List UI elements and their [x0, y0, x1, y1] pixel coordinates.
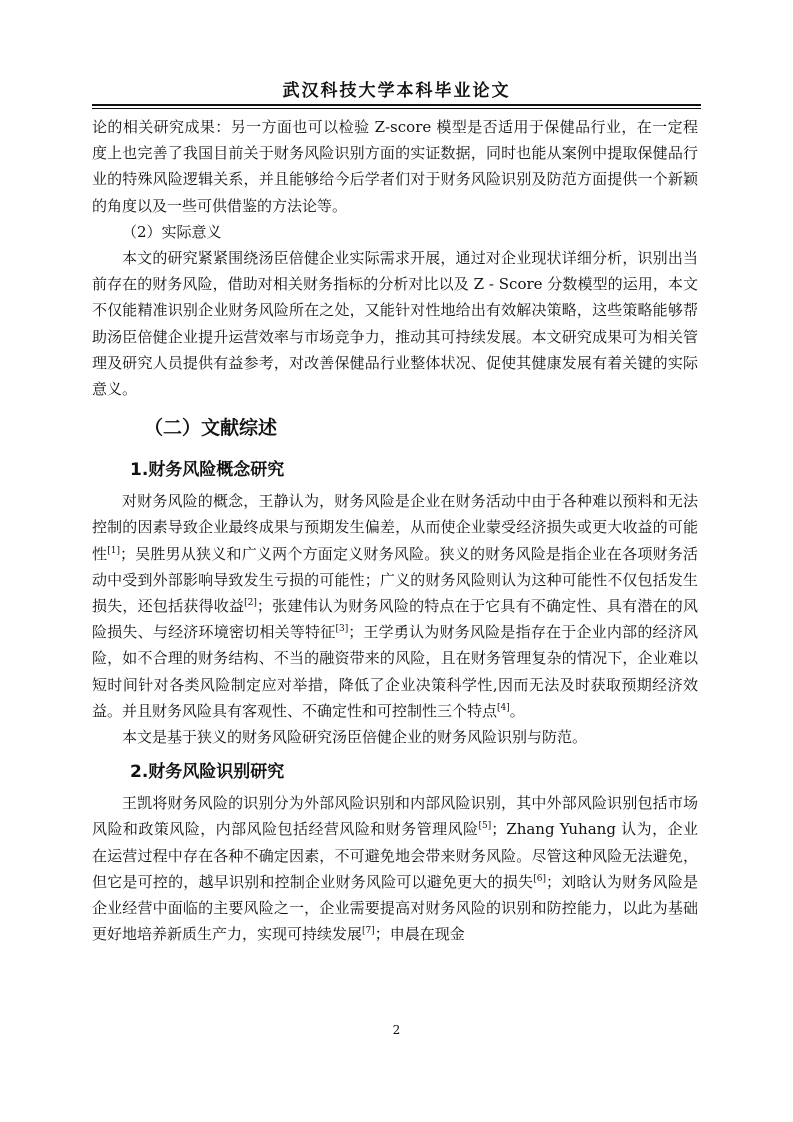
header-rule-thin	[92, 108, 701, 109]
citation-6: [6]	[533, 873, 547, 884]
citation-5: [5]	[478, 821, 492, 832]
text-run: ；申晨在现金	[374, 925, 465, 944]
text-run: ；吴胜男从狭义和广义两个方面定义财务风险。狭义的财务风险是指企业在各项财务活动中受到外部影响导致发生亏损的可能性；广义的财务风险则认为这种可能性不仅包括发生损失，还包括获得收益	[92, 544, 698, 616]
paragraph-concept-research	[92, 488, 698, 724]
citation-7: [7]	[362, 926, 375, 937]
header-rule-thick	[92, 104, 701, 106]
paragraph-practical-significance: 本文的研究紧紧围绕汤臣倍健企业实际需求开展，通过对企业现状详细分析，识别出当前存在的财务风险，借助对相关财务指标的分析对比以及 Z - Score 分数模型的运用，本文不仅能精准识别企业财务风险所在之处，又能针对性地给出有效解决策略，这些策略能够帮助汤臣倍健企业提升运营效率与市场竞争力，推动其可持续发展。本文研究成果可为相关管理及研究人员提供有益参考，对改善保健品行业整体状况、促使其健康发展有着关键的实际意义。	[92, 249, 698, 399]
paragraph-significance-theory: 论的相关研究成果：另一方面也可以检验 Z-score 模型是否适用于保健品行业，在一定程度上也完善了我国目前关于财务风险识别方面的实证数据，同时也能从案例中提取保健品行业的特殊风险逻辑关系，并且能够给今后学者们对于财务风险识别及防范方面提供一个新颖的角度以及一些可供借鉴的方法论等。	[92, 118, 698, 215]
paragraph-concept-basis: 本文是基于狭义的财务风险研究汤臣倍健企业的财务风险识别与防范。	[122, 728, 588, 747]
page-number: 2	[392, 1023, 401, 1037]
text-run: ；王学勇认为财务风险是指存在于企业内部的经济风险，如不合理的财务结构、不当的融资带来的风险，且在财务管理复杂的情况下，企业难以短时间针对各类风险制定应对举措，降低了企业决策科学性,因而无法及时获取预期经济效益。并且财务风险具有客观性、不确定性和可控制性三个特点	[92, 623, 698, 720]
text-run: ；Zhang Yuhang 认为，企业在运营过程中存在各种不确定因素，不可避免地会带来财务风险。尽管这种风险无法避免，但它是可控的，越早识别和控制企业财务风险可以避免更大的损失	[92, 820, 698, 891]
text-run: 。	[509, 701, 525, 720]
subsection-heading-concept: 1.财务风险概念研究	[130, 460, 285, 481]
paragraph-identification-research	[92, 790, 698, 947]
text-run: ；张建伟认为财务风险的特点在于它具有不确定性、具有潜在的风险损失、与经济环境密切相关等特征	[92, 597, 698, 642]
citation-3: [3]	[335, 624, 349, 635]
page-body	[92, 114, 698, 947]
citation-4: [4]	[497, 702, 510, 713]
text-run: 对财务风险的概念，王静认为，财务风险是企业在财务活动中由于各种难以预料和无法控制的因素导致企业最终成果与预期发生偏差，从而使企业蒙受经济损失或更大收益的可能性	[92, 492, 698, 563]
subsection-heading-identification: 2.财务风险识别研究	[130, 762, 285, 783]
section-heading-literature-review: （二）文献综述	[144, 417, 278, 440]
page-header-title: 武汉科技大学本科毕业论文	[282, 81, 511, 101]
subheading-practical-significance: （2）实际意义	[122, 222, 222, 241]
text-run: 王凯将财务风险的识别分为外部风险识别和内部风险识别，其中外部风险识别包括市场风险和政策风险，内部风险包括经营风险和财务管理风险	[92, 794, 698, 839]
text-run: ；刘晗认为财务风险是企业经营中面临的主要风险之一，企业需要提高对财务风险的识别和防控能力，以此为基础更好地培养新质生产力，实现可持续发展	[92, 872, 698, 944]
citation-1: [1]	[107, 545, 120, 556]
citation-2: [2]	[244, 598, 257, 609]
